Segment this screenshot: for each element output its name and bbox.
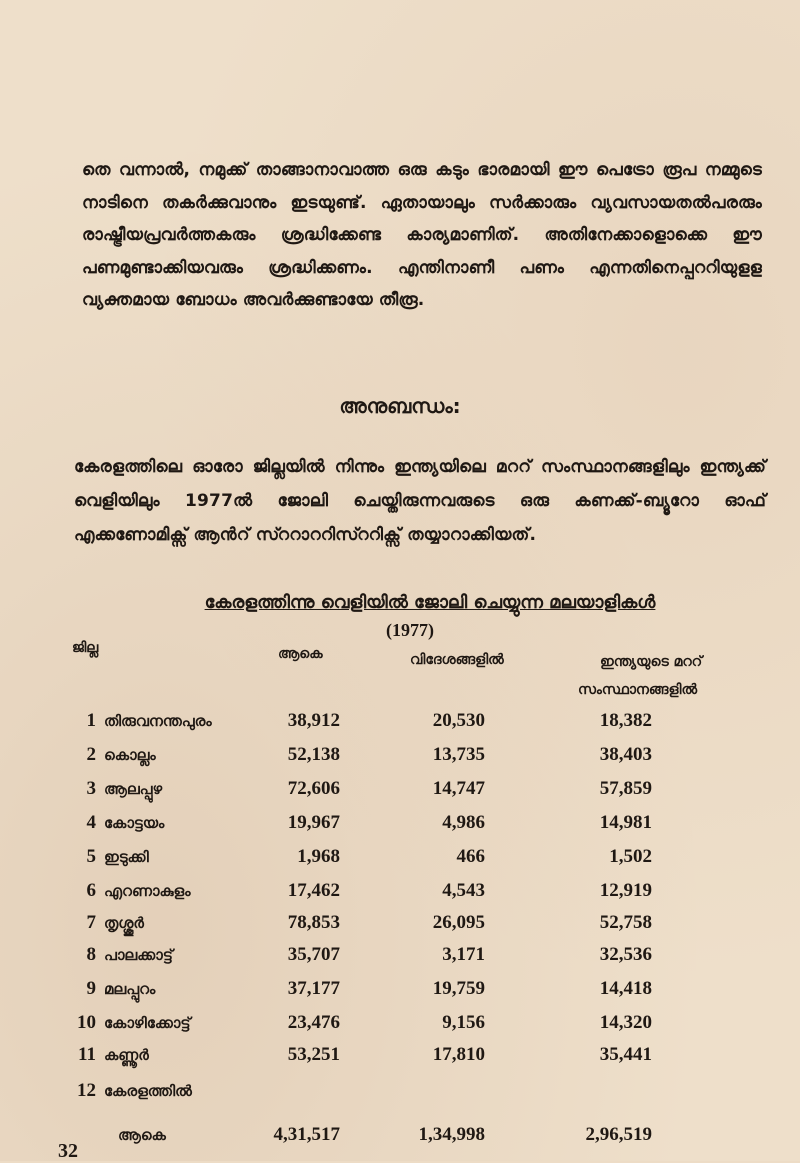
table-row bbox=[0, 912, 800, 942]
total-value: 1,968 bbox=[297, 846, 340, 867]
row-number: 12 bbox=[77, 1080, 96, 1101]
district-name: കൊല്ലം bbox=[104, 746, 156, 764]
abroad-value: 466 bbox=[456, 846, 485, 867]
table-row-total bbox=[0, 1124, 800, 1154]
other-states-value: 12,919 bbox=[599, 880, 652, 901]
table-row bbox=[0, 744, 800, 774]
total-label: ആകെ bbox=[118, 1126, 166, 1144]
row-number: 1 bbox=[86, 710, 96, 731]
other-states-value: 52,758 bbox=[599, 912, 652, 933]
row-number: 7 bbox=[86, 912, 96, 933]
table-row bbox=[0, 978, 800, 1008]
district-name: ഇടുക്കി bbox=[104, 848, 149, 866]
total-value: 19,967 bbox=[287, 812, 340, 833]
total-value: 35,707 bbox=[287, 944, 340, 965]
abroad-value: 14,747 bbox=[432, 778, 485, 799]
header-other-states-line1: ഇന്ത്യയുടെ മററ് bbox=[600, 654, 703, 670]
other-states-value: 1,502 bbox=[609, 846, 652, 867]
row-number: 6 bbox=[86, 880, 96, 901]
total-value: 17,462 bbox=[287, 880, 340, 901]
total-value: 78,853 bbox=[287, 912, 340, 933]
paragraph-1: തെ വന്നാൽ, നമുക്ക് താങ്ങാനാവാത്ത ഒരു കടും ഭാരമായി ഈ പെട്രോ രൂപ നമ്മുടെ നാടിനെ തകർക്കുവാനും ഇടയുണ്ട്. ഏതായാലും സർക്കാരും വ്യവസായതൽപരരും രാഷ്ട്രീയപ്രവർത്തകരും ശ്രദ്ധിക്കേണ്ട കാര്യമാണിത്. അതിനേക്കാളൊക്കെ ഈ പണമുണ്ടാക്കിയവരും ശ്രദ്ധിക്കണം. എന്തിനാണീ പണം എന്നതിനെപ്പററിയുളള വ്യക്തമായ ബോധം അവർക്കുണ്ടായേ തീരൂ. bbox=[82, 160, 762, 310]
paragraph-2: കേരളത്തിലെ ഓരോ ജില്ലയിൽ നിന്നും ഇന്ത്യയിലെ മററ് സംസ്ഥാനങ്ങളിലും ഇന്ത്യക്ക് വെളിയിലും 1977ൽ ജോലി ചെയ്തിരുന്നവരുടെ ഒരു കണക്ക്-ബ്യൂറോ ഓഫ് എക്കണോമിക്സ് ആൻറ് സ്ററാററിസ്ററിക്സ് തയ്യാറാക്കിയത്. bbox=[74, 457, 766, 545]
grand-other-states-value: 2,96,519 bbox=[585, 1124, 652, 1145]
table-row bbox=[0, 944, 800, 974]
district-name: തിരുവനന്തപുരം bbox=[104, 712, 212, 730]
abroad-value: 3,171 bbox=[442, 944, 485, 965]
row-number: 4 bbox=[86, 812, 96, 833]
total-value: 37,177 bbox=[287, 978, 340, 999]
total-value: 23,476 bbox=[287, 1012, 340, 1033]
abroad-value: 9,156 bbox=[442, 1012, 485, 1033]
district-name: തൃശ്ശൂർ bbox=[104, 914, 144, 932]
row-number: 8 bbox=[86, 944, 96, 965]
total-value: 53,251 bbox=[287, 1044, 340, 1065]
table-title: കേരളത്തിന്നു വെളിയിൽ ജോലി ചെയ്യുന്ന മലയാളികൾ bbox=[204, 592, 656, 613]
district-name: മലപ്പുറം bbox=[104, 980, 156, 998]
table-row bbox=[0, 1080, 800, 1110]
district-name: കോട്ടയം bbox=[104, 814, 165, 832]
abroad-value: 4,986 bbox=[442, 812, 485, 833]
other-states-value: 14,320 bbox=[599, 1012, 652, 1033]
table-year: (1977) bbox=[386, 620, 434, 640]
district-name: എറണാകുളം bbox=[104, 882, 191, 900]
total-value: 72,606 bbox=[287, 778, 340, 799]
page-number: 32 bbox=[58, 1140, 78, 1162]
grand-total-value: 4,31,517 bbox=[273, 1124, 340, 1145]
table-row bbox=[0, 812, 800, 842]
other-states-value: 14,981 bbox=[599, 812, 652, 833]
table-row bbox=[0, 778, 800, 808]
header-district: ജില്ല bbox=[72, 640, 99, 656]
abroad-value: 26,095 bbox=[432, 912, 485, 933]
total-value: 52,138 bbox=[287, 744, 340, 765]
other-states-value: 35,441 bbox=[599, 1044, 652, 1065]
other-states-value: 57,859 bbox=[599, 778, 652, 799]
row-number: 9 bbox=[86, 978, 96, 999]
table-row bbox=[0, 710, 800, 740]
other-states-value: 14,418 bbox=[599, 978, 652, 999]
other-states-value: 32,536 bbox=[599, 944, 652, 965]
row-number: 11 bbox=[78, 1044, 96, 1065]
other-states-value: 18,382 bbox=[599, 710, 652, 731]
abroad-value: 13,735 bbox=[432, 744, 485, 765]
table-row bbox=[0, 1044, 800, 1074]
district-name: കണ്ണൂർ bbox=[104, 1046, 149, 1064]
table-row bbox=[0, 1012, 800, 1042]
district-name: കേരളത്തിൽ bbox=[104, 1082, 192, 1100]
table-row bbox=[0, 846, 800, 876]
table-row bbox=[0, 880, 800, 910]
header-other-states-line2: സംസ്ഥാനങ്ങളിൽ bbox=[578, 682, 698, 698]
other-states-value: 38,403 bbox=[599, 744, 652, 765]
district-name: കോഴിക്കോട്ട് bbox=[104, 1014, 191, 1032]
appendix-heading: അനുബന്ധം: bbox=[339, 394, 461, 418]
row-number: 3 bbox=[86, 778, 96, 799]
district-name: പാലക്കാട്ട് bbox=[104, 946, 173, 964]
abroad-value: 20,530 bbox=[432, 710, 485, 731]
total-value: 38,912 bbox=[287, 710, 340, 731]
abroad-value: 19,759 bbox=[432, 978, 485, 999]
abroad-value: 17,810 bbox=[432, 1044, 485, 1065]
header-abroad: വിദേശങ്ങളിൽ bbox=[410, 652, 504, 668]
row-number: 10 bbox=[77, 1012, 96, 1033]
grand-abroad-value: 1,34,998 bbox=[418, 1124, 485, 1145]
abroad-value: 4,543 bbox=[442, 880, 485, 901]
row-number: 5 bbox=[86, 846, 96, 867]
row-number: 2 bbox=[86, 744, 96, 765]
district-name: ആലപ്പുഴ bbox=[104, 780, 163, 798]
header-total: ആകെ bbox=[278, 646, 323, 662]
